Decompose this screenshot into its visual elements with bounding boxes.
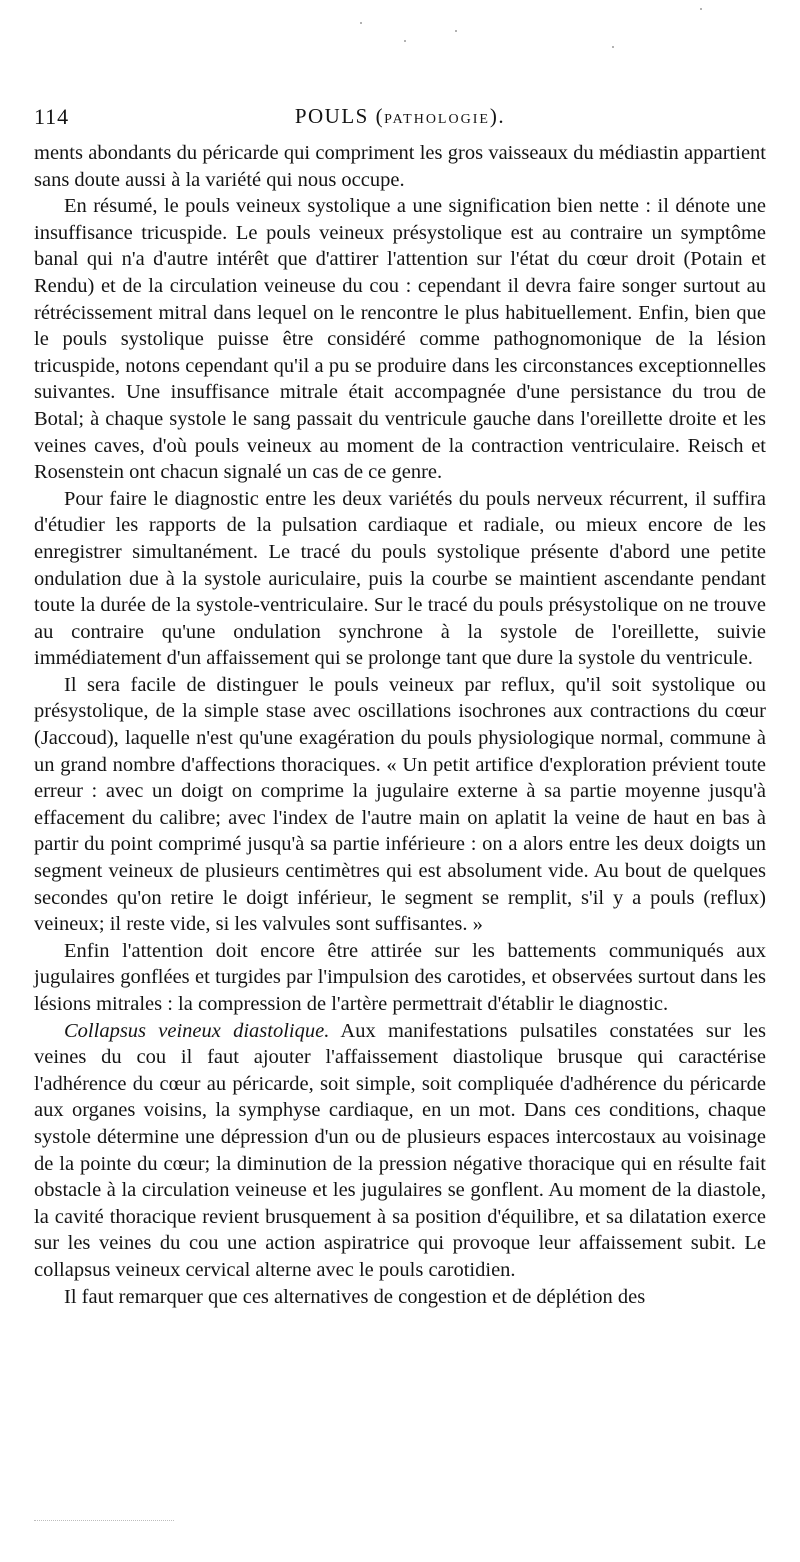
- paragraph-battements: Enfin l'attention doit encore être attirée sur les battements communiqués aux jugulaires gonflées et turgides par l'impulsion des carotides, et observées surtout dans les lésions mitrales : la compression de l'artère permettrait d'établir le diagnostic.: [34, 939, 766, 1015]
- collapsus-title: Collapsus veineux diastolique.: [64, 1019, 330, 1042]
- running-head-small: PATHOLOGIE: [384, 112, 490, 127]
- speck: [700, 8, 702, 10]
- speck: [404, 40, 406, 42]
- paper-specks: [0, 0, 800, 100]
- paragraph-diagnostic: Pour faire le diagnostic entre les deux variétés du pouls nerveux récurrent, il suffira d'étudier les rapports de la pulsation cardiaque et radiale, ou mieux encore de les enregistrer simultanément. Le tracé du pouls systolique présente d'abord une petite ondulation due à la systole auriculaire, puis la courbe se maintient ascendante pendant toute la durée de la systole-ventriculaire. Sur le tracé du pouls présystolique on ne trouve au contraire qu'une ondulation synchrone à la systole de l'oreillette, suivie immédiatement d'un affaissement qui se prolonge tant que dure la systole du ventricule.: [34, 487, 766, 670]
- paragraph-continued: ments abondants du péricarde qui compriment les gros vaisseaux du médiastin appartient sans doute aussi à la variété qui nous occupe.: [34, 142, 766, 191]
- paragraph-reflux: Il sera facile de distinguer le pouls veineux par reflux, qu'il soit systolique ou présystolique, de la simple stase avec oscillations isochrones aux contractions du cœur (Jaccoud), laquelle n'est qu'une exagération du pouls physiologique normal, commune à un grand nombre d'affections thoraciques. « Un petit artifice d'exploration prévient toute erreur : avec un doigt on comprime la jugulaire externe à sa partie moyenne jusqu'à effacement du calibre; avec l'index de l'autre main on aplatit la veine de haut en bas à partir du point comprimé jusqu'à sa partie inférieure : on a alors entre les deux doigts un segment veineux de plusieurs centimètres qui est absolument vide. Au bout de quelques secondes qu'on retire le doigt inférieur, le segment se remplit, s'il y a pouls (reflux) veineux; il reste vide, si les valvules sont suffisantes. »: [34, 673, 766, 936]
- speck: [612, 46, 614, 48]
- page-number: 114: [34, 104, 70, 129]
- running-head-main: POULS (: [294, 104, 385, 128]
- footer-marks: [34, 1520, 174, 1525]
- running-head-end: ).: [489, 104, 506, 128]
- paragraph-collapsus: [34, 1018, 766, 1284]
- paragraph-last: Il faut remarquer que ces alternatives de congestion et de déplétion des: [64, 1285, 646, 1308]
- speck: [455, 30, 457, 32]
- page-header: [34, 104, 766, 138]
- paragraph-en-resume: En résumé, le pouls veineux systolique a une signification bien nette : il dénote une insuffisance tricuspide. Le pouls veineux présystolique est au contraire un symptôme banal qui n'a d'autre intérêt que d'attirer l'attention sur l'état du cœur droit (Potain et Rendu) et de la circulation veineuse du cou : cependant il devra faire songer surtout au rétrécissement mitral dans lequel on le rencontre le plus habituellement. Enfin, bien que le pouls systolique puisse être considéré comme pathognomonique de la lésion tricuspide, notons cependant qu'il a pu se produire dans les circonstances exceptionnelles suivantes. Une insuffisance mitrale était accompagnée d'une persistance du trou de Botal; à chaque systole le sang passait du ventricule gauche dans l'oreillette droite et les veines caves, d'où pouls veineux au moment de la contraction ventriculaire. Reisch et Rosenstein ont chacun signalé un cas de ce genre.: [34, 195, 766, 484]
- body-text: [34, 140, 766, 1310]
- running-head: [34, 104, 766, 129]
- collapsus-text: Aux manifestations pulsatiles constatées sur les veines du cou il faut ajouter l'affaissement diastolique brusque qui caractérise l'adhérence du cœur au péricarde, soit simple, soit compliquée d'adhérence du péricarde aux organes voisins, la symphyse cardiaque, en un mot. Dans ces conditions, chaque systole détermine une dépression d'un ou de plusieurs espaces intercostaux au voisinage de la pointe du cœur; la diminution de la pression négative thoracique qui en résulte fait obstacle à la circulation veineuse et les jugulaires se gonflent. Au moment de la diastole, la cavité thoracique revient brusquement à sa position d'équilibre, et sa dilatation exerce sur les veines du cou une action aspiratrice qui provoque leur affaissement subit. Le collapsus veineux cervical alterne avec le pouls carotidien.: [34, 1019, 766, 1281]
- speck: [360, 22, 362, 24]
